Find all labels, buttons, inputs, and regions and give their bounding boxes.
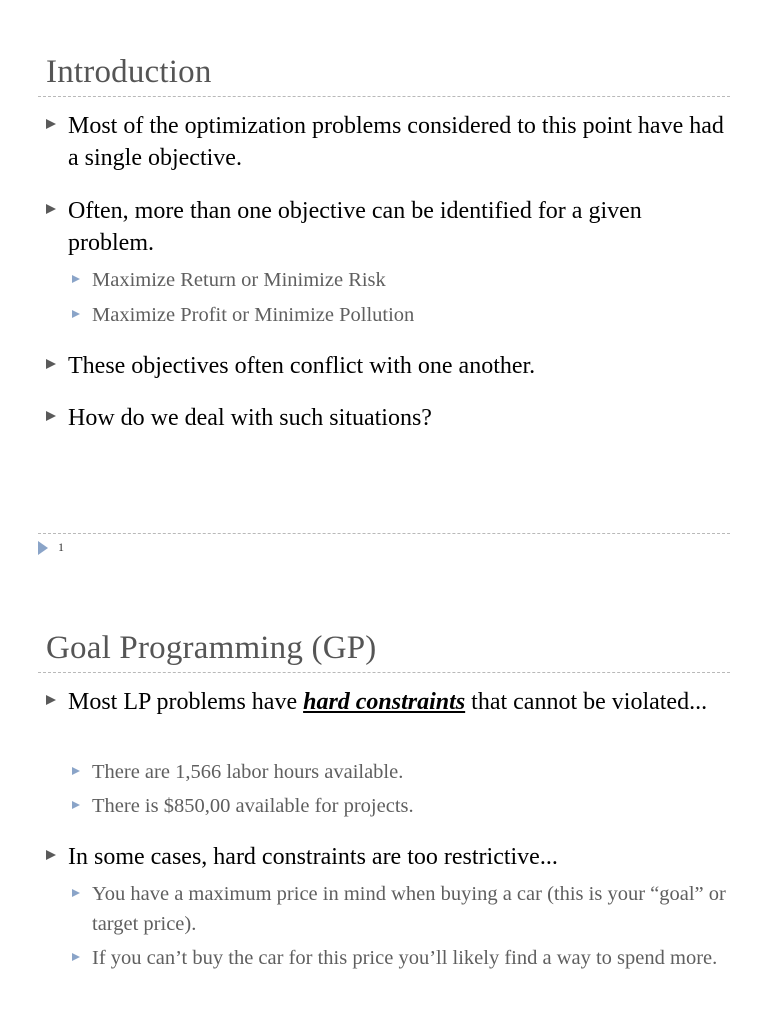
sub-bullet-triangle-icon (72, 953, 80, 961)
sub-bullet-triangle-icon (72, 275, 80, 283)
bullet-item (68, 841, 732, 873)
bullet-triangle-icon (46, 359, 56, 369)
sub-bullet-triangle-icon (72, 801, 80, 809)
sub-bullet-text: You have a maximum price in mind when buying a car (this is your “goal” or target price). (92, 883, 726, 935)
bullet-triangle-icon (46, 850, 56, 860)
sub-bullet-triangle-icon (72, 889, 80, 897)
sub-bullet-text: There are 1,566 labor hours available. (92, 761, 404, 783)
slide-title: Introduction (46, 54, 212, 90)
sub-bullet-item (92, 265, 732, 295)
sub-bullet-text: Maximize Profit or Minimize Pollution (92, 304, 415, 326)
bullet-text: How do we deal with such situations? (68, 405, 432, 431)
bullet-item (68, 350, 732, 382)
bullet-text: Most of the optimization problems considered to this point have had a single objective. (68, 113, 724, 171)
sub-bullet-triangle-icon (72, 310, 80, 318)
sub-bullet-item (92, 757, 732, 787)
sub-bullet-item (92, 791, 732, 821)
slide-title: Goal Programming (GP) (46, 630, 377, 666)
bullet-item (68, 195, 732, 259)
bullet-emphasis: hard constraints (303, 689, 466, 715)
sub-bullet-triangle-icon (72, 767, 80, 775)
bullet-triangle-icon (46, 695, 56, 705)
bullet-item (68, 686, 732, 718)
bullet-triangle-icon (46, 411, 56, 421)
page-number: 1 (58, 540, 64, 554)
sub-bullet-text: There is $850,00 available for projects. (92, 795, 414, 817)
sub-bullet-text: If you can’t buy the car for this price you’ll likely find a way to spend more. (92, 947, 718, 969)
bullet-text: These objectives often conflict with one another. (68, 353, 536, 379)
bullet-text: Often, more than one objective can be identified for a given problem. (68, 198, 642, 256)
bullet-text-rest: that cannot be violated... (465, 689, 708, 715)
bullet-triangle-icon (46, 119, 56, 129)
slide-2 (0, 600, 768, 1024)
bullet-text: Most LP problems have (68, 689, 304, 715)
sub-bullet-item (92, 879, 732, 939)
sub-bullet-text: Maximize Return or Minimize Risk (92, 269, 386, 291)
footer-arrow-icon (38, 541, 48, 555)
title-divider (38, 96, 730, 97)
bullet-item (68, 402, 732, 434)
bullet-text: In some cases, hard constraints are too restrictive... (68, 844, 558, 870)
sub-bullet-item (92, 300, 732, 330)
bullet-triangle-icon (46, 204, 56, 214)
sub-bullet-item (92, 943, 732, 973)
bullet-item (68, 110, 732, 174)
title-divider (38, 672, 730, 673)
footer-divider (38, 533, 730, 534)
